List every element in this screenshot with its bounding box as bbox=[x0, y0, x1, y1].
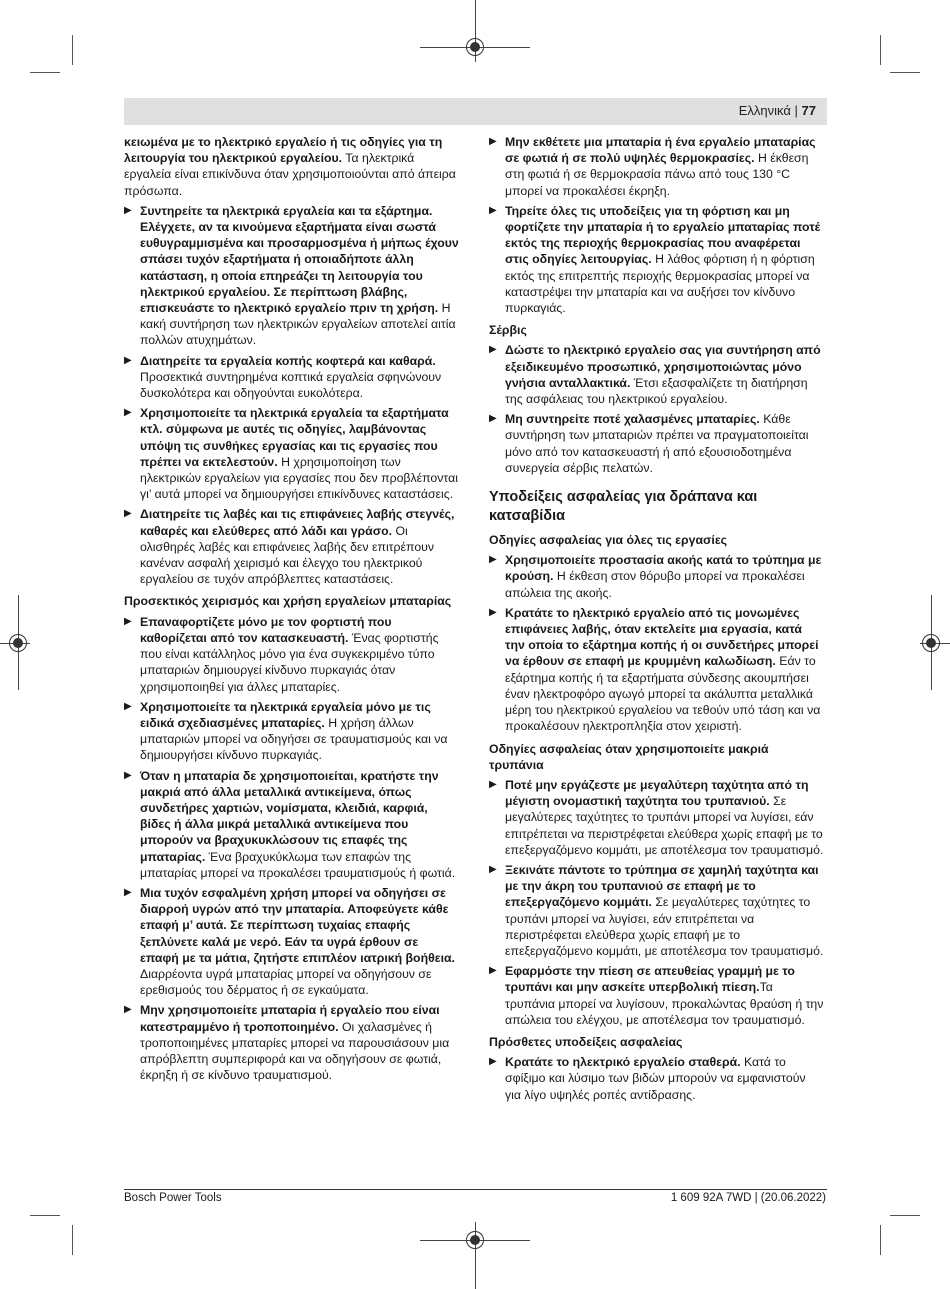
right-column bbox=[489, 134, 824, 1107]
safety-item: ▶ Μια τυχόν εσφαλμένη χρήση μπορεί να οδηγήσει σε διαρροή υγρών από την μπαταρία. Αποφεύγετε κάθε επαφή μ’ αυτά. Σε περίπτωση τυχαίας επαφής ξεπλύνετε καλά με νερό. Εάν τα υγρά έρθουν σε επαφή με τα μάτια, ζητήστε επιπλέον ιατρική βοήθεια. Διαρρέοντα υγρά μπαταρίας μπορεί να οδηγήσουν σε ερεθισμούς του δέρματος ή σε εγκαύματα. bbox=[124, 885, 455, 998]
bullet-arrow-icon: ▶ bbox=[124, 407, 132, 419]
bullet-arrow-icon: ▶ bbox=[124, 769, 132, 781]
safety-item: ▶ Επαναφορτίζετε μόνο με τον φορτιστή που καθορίζεται από τον κατασκευαστή. Ένας φορτιστής που είναι κατάλληλος μόνο για ένα συγκεκριμένο τύπο μπαταριών δημιουργεί κίνδυνο πυρκαγιάς όταν χρησιμοποιηθεί για άλλες μπαταρίες. bbox=[124, 614, 439, 694]
registration-mark-icon bbox=[466, 38, 484, 56]
bullet-arrow-icon: ▶ bbox=[489, 136, 497, 147]
bullet-arrow-icon: ▶ bbox=[124, 886, 132, 898]
bullet-arrow-icon: ▶ bbox=[489, 965, 497, 977]
safety-item: ▶ Διατηρείτε τα εργαλεία κοπής κοφτερά και καθαρά. Προσεκτικά συντηρημένα κοπτικά εργαλεία σφηνώνουν δυσκολότερα και οδηγούνται ευκολότερα. bbox=[124, 353, 442, 401]
bullet-arrow-icon: ▶ bbox=[124, 700, 132, 712]
section-heading: Σέρβις bbox=[489, 323, 527, 338]
crop-mark bbox=[880, 1225, 881, 1255]
crop-mark bbox=[890, 1215, 920, 1216]
safety-item: ▶ Συντηρείτε τα ηλεκτρικά εργαλεία και τα εξάρτημα. Ελέγχετε, αν τα κινούμενα εξαρτήματα είναι σωστά ευθυγραμμισμένα και προσαρμοσμένα ή μήπως έχουν σπάσει τυχόν εξαρτήματα ή οποιαδήποτε άλλη κατάσταση, η οποία επηρεάζει τη λειτουργία του ηλεκτρικού εργαλείου. Σε περίπτωση βλάβης, επισκευάστε το ηλεκτρικό εργαλείο πριν τη χρήση. Η κακή συντήρηση των ηλεκτρικών εργαλείων αποτελεί αιτία πολλών ατυχημάτων. bbox=[124, 203, 459, 348]
chapter-heading: Υποδείξεις ασφαλείας για δράπανα και κατσαβίδια bbox=[489, 489, 758, 525]
safety-item: ▶ Χρησιμοποιείτε τα ηλεκτρικά εργαλεία τα εξαρτήματα κτλ. σύμφωνα με αυτές τις οδηγίες, λαμβάνοντας υπόψη τις συνθήκες εργασίας και τις εργασίες που πρέπει να εκτελεστούν. Η χρησιμοποίηση των ηλεκτρικών εργαλείων για εργασίες που δεν προβλέπονται γι’ αυτά μπορεί να δημιουργήσει επικίνδυνες καταστάσεις. bbox=[124, 406, 458, 502]
header-language: Ελληνικά bbox=[738, 103, 791, 118]
bullet-arrow-icon: ▶ bbox=[124, 508, 132, 520]
crop-mark bbox=[72, 1225, 73, 1255]
page-header: Ελληνικά | 77 bbox=[738, 103, 816, 118]
safety-item: ▶ Τηρείτε όλες τις υποδείξεις για τη φόρτιση και μη φορτίζετε την μπαταρία ή το εργαλείο μπαταρίας ποτέ εκτός της περιοχής θερμοκρασίας που αναφέρεται στις οδηγίες λειτουργίας. Η λάθος φόρτιση ή η φόρτιση εκτός της επιτρεπτής περιοχής θερμοκρασίας μπορεί να καταστρέψει την μπαταρία και να αυξήσει τον κίνδυνο πυρκαγιάς. bbox=[489, 203, 821, 316]
bullet-arrow-icon: ▶ bbox=[124, 1004, 132, 1016]
safety-item: ▶ Ποτέ μην εργάζεστε με μεγαλύτερη ταχύτητα από τη μέγιστη ονομαστική ταχύτητα του τρυπανιού. Σε μεγαλύτερες ταχύτητες το τρυπάνι μπορεί να λυγίσει, εάν επιτρέπεται να περιστρέφεται ελεύθερα χωρίς επαφή με το επεξεργαζόμενο κομμάτι, με αποτέλεσμα τον τραυματισμό. bbox=[489, 777, 824, 857]
safety-item: ▶ Ξεκινάτε πάντοτε το τρύπημα σε χαμηλή ταχύτητα και με την άκρη του τρυπανιού σε επαφή με το επεξεργαζόμενο κομμάτι. Σε μεγαλύτερες ταχύτητες το τρυπάνι μπορεί να λυγίσει, εάν επιτρέπεται να περιστρέφεται ελεύθερα χωρίς επαφή με το επεξεργαζόμενο κομμάτι, με αποτέλεσμα τον τραυματισμό. bbox=[489, 862, 824, 958]
safety-item: ▶ Όταν η μπαταρία δε χρησιμοποιείται, κρατήστε την μακριά από άλλα μεταλλικά αντικείμενα, όπως συνδετήρες χαρτιών, νομίσματα, κλειδιά, καρφιά, βίδες ή άλλα μικρά μεταλλικά αντικείμενα που μπορούν να βραχυκυκλώσουν τις επαφές της μπαταρίας. Ένα βραχυκύκλωμα των επαφών της μπαταρίας μπορεί να προκαλέσει τραυματισμούς ή φωτιά. bbox=[124, 768, 456, 880]
safety-item: ▶ Δώστε το ηλεκτρικό εργαλείο σας για συντήρηση από εξειδικευμένο προσωπικό, χρησιμοποιώντας μόνο γνήσια ανταλλακτικά. Έτσι εξασφαλίζετε τη διατήρηση της ασφάλειας του ηλεκτρικού εργαλείου. bbox=[489, 343, 821, 407]
safety-item: ▶ Κρατάτε το ηλεκτρικό εργαλείο από τις μονωμένες επιφάνειες λαβής, όταν εκτελείτε μια εργασία, κατά την οποία το εξάρτημα κοπής ή οι συνδετήρες μπορεί να έρθουν σε επαφή με κρυμμένη καλωδίωση. Εάν το εξάρτημα κοπής ή τα εξαρτήματα σύνδεσης ακουμπήσει έναν ηλεκτροφόρο αγωγό μπορεί τα ακάλυπτα μεταλλικά μέρη του ηλεκτρικού εργαλείου να τεθούν υπό τάση και να προκαλέσουν ηλεκτροπληξία στον χειριστή. bbox=[489, 605, 821, 734]
bullet-arrow-icon: ▶ bbox=[124, 615, 132, 627]
safety-item: ▶ Μη συντηρείτε ποτέ χαλασμένες μπαταρίες. Κάθε συντήρηση των μπαταριών πρέπει να πραγματοποιείται μόνο από τον κατασκευαστή ή από εξουσιοδοτημένα συνεργεία σέρβις πελατών. bbox=[489, 412, 809, 475]
safety-item: ▶ Κρατάτε το ηλεκτρικό εργαλείο σταθερά. Κατά το σφίξιμο και λύσιμο των βιδών μπορούν να εμφανιστούν για λίγο υψηλές ροπές αντίδρασης. bbox=[489, 1055, 806, 1102]
footer-rule bbox=[124, 1189, 827, 1190]
bullet-arrow-icon: ▶ bbox=[489, 344, 497, 356]
crop-mark bbox=[30, 1215, 60, 1216]
safety-item: ▶ Διατηρείτε τις λαβές και τις επιφάνειες λαβής στεγνές, καθαρές και ελεύθερες από λάδι και γράσο. Οι ολισθηρές λαβές και επιφάνειες λαβής δεν επιτρέπουν κανέναν ασφαλή χειρισμό και έλεγχο του ηλεκτρικού εργαλείου σε τυχόν απρόβλεπτες καταστάσεις. bbox=[124, 507, 455, 587]
continuation-paragraph: κειωμένα με το ηλεκτρικό εργαλείο ή τις οδηγίες για τη λειτουργία του ηλεκτρικού εργαλείου. Τα ηλεκτρικά εργαλεία είναι επικίνδυνα όταν χρησιμοποιούνται από άπειρα πρόσωπα. bbox=[124, 135, 456, 198]
bullet-arrow-icon: ▶ bbox=[489, 1056, 497, 1068]
crop-mark bbox=[72, 35, 73, 65]
safety-item: ▶ Μην χρησιμοποιείτε μπαταρία ή εργαλείο που είναι κατεστραμμένο ή τροποποιημένο. Οι χαλασμένες ή τροποποιημένες μπαταρίες μπορεί να παρουσιάσουν μια απρόβλεπτη συμπεριφορά και να οδηγήσουν σε φωτιά, έκρηξη ή σε κίνδυνο τραυματισμού. bbox=[124, 1003, 450, 1083]
registration-mark-icon bbox=[922, 634, 940, 652]
bullet-arrow-icon: ▶ bbox=[489, 413, 497, 425]
registration-mark-icon bbox=[9, 634, 27, 652]
crop-mark bbox=[30, 72, 60, 73]
bullet-arrow-icon: ▶ bbox=[489, 554, 497, 566]
bullet-arrow-icon: ▶ bbox=[489, 778, 497, 790]
registration-mark-icon bbox=[466, 1231, 484, 1249]
bullet-arrow-icon: ▶ bbox=[489, 606, 497, 618]
crop-mark bbox=[880, 35, 881, 65]
crop-mark bbox=[890, 72, 920, 73]
safety-item: ▶ Χρησιμοποιείτε τα ηλεκτρικά εργαλεία μόνο με τις ειδικά σχεδιασμένες μπαταρίες. Η χρήση άλλων μπαταριών μπορεί να οδηγήσει σε τραυματισμούς και να δημιουργήσει κίνδυνο πυρκαγιάς. bbox=[124, 699, 448, 763]
footer-doc-id: 1 609 92A 7WD | (20.06.2022) bbox=[670, 1192, 826, 1204]
section-heading: Πρόσθετες υποδείξεις ασφαλείας bbox=[489, 1034, 683, 1049]
bullet-arrow-icon: ▶ bbox=[489, 204, 497, 216]
safety-item: ▶ Εφαρμόστε την πίεση σε απευθείας γραμμή με το τρυπάνι και μην ασκείτε υπερβολική πίεση.Τα τρυπάνια μπορεί να λυγίσουν, προκαλώντας θραύση ή την απώλεια του ελέγχου, με αποτέλεσμα τον τραυματισμό. bbox=[489, 964, 824, 1027]
page-number: 77 bbox=[801, 103, 816, 118]
footer-brand: Bosch Power Tools bbox=[124, 1192, 222, 1204]
safety-item: ▶ Μην εκθέτετε μια μπαταρία ή ένα εργαλείο μπαταρίας σε φωτιά ή σε πολύ υψηλές θερμοκρασίες. Η έκθεση στη φωτιά ή σε θερμοκρασία πάνω από τους 130 °C μπορεί να προκαλέσει έκρηξη. bbox=[489, 135, 816, 198]
bullet-arrow-icon: ▶ bbox=[124, 204, 132, 216]
safety-item: ▶ Χρησιμοποιείτε προστασία ακοής κατά το τρύπημα με κρούση. Η έκθεση στον θόρυβο μπορεί να προκαλέσει απώλεια της ακοής. bbox=[489, 553, 822, 600]
section-heading: Οδηγίες ασφαλείας όταν χρησιμοποιείτε μακριά τρυπάνια bbox=[489, 741, 769, 772]
bullet-arrow-icon: ▶ bbox=[489, 863, 497, 875]
section-heading: Οδηγίες ασφαλείας για όλες τις εργασίες bbox=[489, 533, 728, 548]
page-header-bar bbox=[124, 98, 827, 125]
section-heading: Προσεκτικός χειρισμός και χρήση εργαλείων μπαταρίας bbox=[124, 594, 452, 609]
left-column bbox=[124, 134, 459, 1087]
bullet-arrow-icon: ▶ bbox=[124, 354, 132, 366]
